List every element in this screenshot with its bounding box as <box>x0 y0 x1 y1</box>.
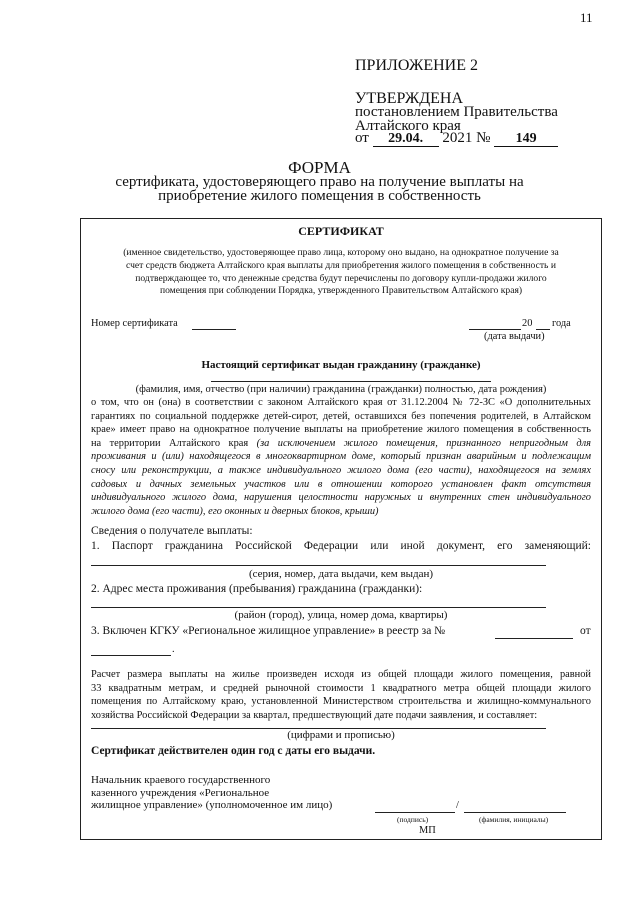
italic-line <box>91 450 591 464</box>
certificate-body <box>91 396 591 518</box>
decree-number: 149 <box>494 132 558 147</box>
italic-text: проживания и (или) находящегося в многоквартирном доме, который признан аварийным и подлежащим <box>91 451 591 463</box>
item-2-caption: (район (город), улица, номер дома, квартиры) <box>234 609 448 621</box>
form-title: ФОРМА <box>288 158 351 177</box>
head-line: казенного учреждения «Региональное <box>91 786 270 799</box>
body-line <box>91 437 591 451</box>
decree-year: 2021 <box>442 130 473 146</box>
approved-label: УТВЕРЖДЕНА <box>355 90 464 107</box>
calculation-text <box>91 668 591 722</box>
from-label: от <box>355 130 369 146</box>
body-line: крае» имеет право на однократное получение выплаты на приобретение жилого помещения в собственность <box>91 424 591 436</box>
calc-line: хозяйства Российской Федерации за квартал, предшествующий дате подачи заявления, и составляет: <box>91 709 538 721</box>
desc-line: подтверждающее то, что денежные средства будут перечислены по договору купли-продажи жилого <box>135 272 547 284</box>
item-3: 3. Включен КГКУ «Региональное жилищное управление» в реестр за № <box>91 625 446 637</box>
registry-date-field[interactable] <box>91 655 171 656</box>
decree-date: 29.04. <box>373 132 439 147</box>
form-subtitle-2: приобретение жилого помещения в собственность <box>158 188 481 204</box>
form-subtitle-1: сертификата, удостоверяющего право на получение выплаты на <box>115 174 524 190</box>
appendix-label: ПРИЛОЖЕНИЕ 2 <box>355 57 479 74</box>
item-3-from: от <box>580 625 591 637</box>
italic-line <box>91 505 591 519</box>
decree-line <box>355 131 558 147</box>
italic-line <box>91 491 591 505</box>
item-1-caption: (серия, номер, дата выдачи, кем выдан) <box>248 568 434 580</box>
amount-caption: (цифрами и прописью) <box>287 729 395 741</box>
item-3-dot: . <box>172 644 175 655</box>
body-italic: (за исключением жилого помещения, признанного непригодным для <box>256 437 591 449</box>
item-1: 1. Паспорт гражданина Российской Федерации или иной документ, его заменяющий: <box>91 540 591 552</box>
recipient-header: Сведения о получателе выплаты: <box>91 525 253 537</box>
italic-text: жилого дома (его части), его оконных и дверных блоков, крыши) <box>91 505 379 517</box>
passport-field[interactable] <box>91 565 546 566</box>
certificate-description <box>81 247 601 298</box>
italic-text: садовых и дачных земельных участков или в отношении которого установлен факт отсутствия <box>91 478 591 490</box>
registry-number-field[interactable] <box>495 638 573 639</box>
fio-caption: (фамилия, имя, отчество (при наличии) гражданина (гражданки) полностью, дата рождения) <box>135 384 547 395</box>
italic-text: индивидуального жилого дома, нарушения целостности наружных и внутренних стен индивидуального <box>91 492 591 504</box>
issue-date-caption: (дата выдачи) <box>484 331 545 342</box>
italic-text: сносу или реконструкции, а также индивидуального жилого дома (его части), находящегося на землях <box>91 464 591 476</box>
body-line: о том, что он (она) в соответствии с законом Алтайского края от 31.12.2004 № 72-ЗС «О дополнительных <box>91 397 591 408</box>
name-caption: (фамилия, инициалы) <box>479 815 549 824</box>
calc-line: 33 квадратным метрам, и средней рыночной стоимости 1 квадратного метра общей площади жилого <box>91 682 591 694</box>
italic-line <box>91 478 591 492</box>
slash-separator: / <box>456 800 459 811</box>
item-2: 2. Адрес места проживания (пребывания) гражданина (гражданки): <box>91 583 423 595</box>
approved-line-2: Алтайского края <box>355 118 461 134</box>
validity-statement: Сертификат действителен один год с даты его выдачи. <box>91 745 376 757</box>
stamp-label: МП <box>419 825 436 836</box>
desc-line: помещения при соблюдении Порядка, утвержденного Правительством Алтайского края) <box>159 285 523 297</box>
page-number: 11 <box>580 10 593 25</box>
certificate-frame <box>80 218 602 840</box>
calc-line: Расчет размера выплаты на жилье произведен исходя из общей площади жилого помещения, равной <box>91 669 591 680</box>
body-line: гарантиях по социальной поддержке детей-сирот, детей, оставшихся без попечения родителей, в Алтайском <box>91 410 591 422</box>
year-label: года <box>552 318 571 329</box>
signature-caption: (подпись) <box>397 815 429 824</box>
certificate-number-field[interactable] <box>192 329 236 330</box>
number-sign: № <box>476 130 491 146</box>
certificate-number-label: Номер сертификата <box>91 318 178 329</box>
year-20: 20 <box>522 318 533 329</box>
body-text: на территории Алтайского края <box>91 437 249 449</box>
desc-line: (именное свидетельство, удостоверяющее право лица, которому оно выдано, на однократное получение за <box>123 247 559 258</box>
address-field[interactable] <box>91 607 546 608</box>
head-line: жилищное управление» (уполномоченное им лицо) <box>91 799 333 811</box>
desc-line: счет средств бюджета Алтайского края выплаты для приобретения жилого помещения в собственность и <box>126 259 556 271</box>
head-title <box>91 774 332 812</box>
calc-line: помещения по Алтайскому краю, установленной Министерством строительства и жилищно-коммунального <box>91 696 591 708</box>
certificate-title: СЕРТИФИКАТ <box>298 224 384 238</box>
issued-to-heading: Настоящий сертификат выдан гражданину (гражданке) <box>201 359 481 371</box>
head-line: Начальник краевого государственного <box>91 774 271 786</box>
italic-line <box>91 464 591 478</box>
approved-line-1: постановлением Правительства <box>355 104 558 120</box>
fio-field[interactable] <box>211 381 491 382</box>
